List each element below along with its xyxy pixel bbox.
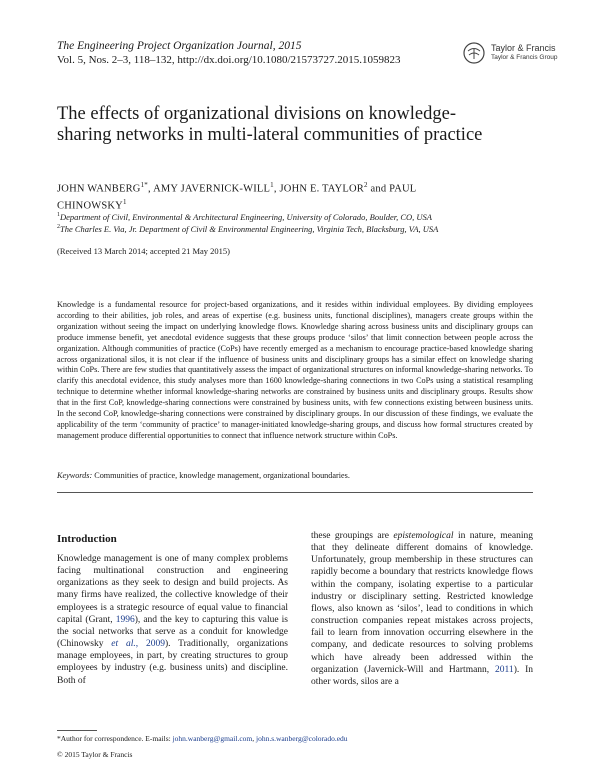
affiliation-1	[57, 212, 517, 222]
citation-link[interactable]: 2011	[495, 664, 514, 675]
body-text-run: ). In other words, silos are a	[311, 664, 533, 687]
correspondence-footnote	[57, 734, 348, 743]
journal-volume-doi[interactable]: Vol. 5, Nos. 2–3, 118–132, http://dx.doi.org/10.1080/21573727.2015.1059823	[57, 54, 401, 66]
article-title: The effects of organizational divisions on knowledge-sharing networks in multi-lateral communities of practice	[57, 104, 483, 145]
body-text-run: epistemological	[393, 531, 454, 541]
body-column-right	[311, 530, 533, 688]
citation-link[interactable]: ,	[135, 639, 146, 650]
section-heading-introduction: Introduction	[57, 533, 117, 545]
footnote-divider	[57, 730, 97, 731]
affiliation-text: Department of Civil, Environmental & Architectural Engineering, University of Colorado, Boulder, CO, USA	[60, 212, 432, 222]
citation-link[interactable]: 1996	[115, 614, 135, 625]
author-name: AMY JAVERNICK-WILL	[153, 183, 271, 195]
author-affiliation-mark: 2	[364, 181, 368, 189]
email-link[interactable]: john.wanberg@gmail.com	[172, 734, 253, 743]
body-text-run: ). Traditionally, organizations manage employees, in part, by creating structures to group employees by industry (e.g. business units) and discipline. Both of	[57, 639, 288, 686]
received-dates: (Received 13 March 2014; accepted 21 May 2015)	[57, 246, 231, 256]
citation-link[interactable]: et al.	[111, 639, 136, 650]
citation-link[interactable]: 2009	[145, 639, 165, 650]
author-separator: ,	[273, 183, 280, 195]
author-affiliation-mark: 1	[270, 181, 274, 189]
affiliation-2	[57, 224, 517, 234]
author-name: PAUL CHINOWSKY	[57, 183, 417, 211]
body-text-run: in nature, meaning that they delineate different domains of knowledge. Unfortunately, group membership in these structures can rapidly become a boundary that restricts knowledge flows within the company, isolating expertise to a particular industry or disciplinary setting. Restricted knowledge flows, also known as ‘silos’, lead to conditions in which construction companies repeat mistakes across projects, fail to learn from innovation occurring elsewhere in the company, and dedicate resources to solving problems which have already been addressed within the organization (Javernick-Will and Hartmann,	[311, 531, 533, 675]
affiliation-mark: 1	[57, 212, 60, 219]
author-separator: ,	[148, 183, 154, 195]
affiliation-mark: 2	[57, 224, 60, 231]
author-name: JOHN WANBERG	[57, 183, 141, 195]
author-list	[57, 179, 477, 212]
abstract: Knowledge is a fundamental resource for project-based organizations, and it resides within individual employees. By dividing employees according to their abilities, job roles, and areas of expertise (e.g. business units, functional disciplines), managers create groups within the organization without seeing the impact on underlying knowledge flows. Knowledge sharing across business units and disciplinary groups can produce immense benefit, yet anecdotal evidence suggests that these groups produce ‘silos’ that limit connection between people across the organization. Although communities of practice (CoPs) have recently emerged as a mechanism to encourage practice-based knowledge sharing across organizational silos, it is not clear if the influence of business units and disciplinary groups has a similar effect on knowledge sharing within CoPs. There are few studies that quantitatively assess the impact of organizational structures on informal knowledge-sharing networks. To clarify this anecdotal evidence, this study analyses more than 1600 knowledge-sharing connections in two CoPs using a statistical resampling technique to determine whether informal knowledge-sharing networks are constrained by business units and disciplinary groups. Results show that in the first CoP, knowledge-sharing connections were constrained by business units, with few connections existing between business units. In the second CoP, knowledge-sharing connections were constrained by disciplinary groups. In our discussion of these findings, we evaluate the applicability of the term ‘community of practice’ to manager-initiated knowledge-sharing groups, and discuss how formal structures created by management produce differential opportunities to connect that influence network structure within CoPs.	[57, 300, 533, 440]
publisher-logo	[463, 41, 600, 71]
keywords-label: Keywords:	[57, 471, 93, 480]
body-text-run: these groupings are	[311, 531, 394, 541]
journal-name: The Engineering Project Organization Journal, 2015	[57, 40, 302, 52]
author-separator: and	[367, 183, 390, 195]
section-divider	[57, 492, 533, 493]
taylor-francis-logo-icon	[463, 42, 485, 64]
body-text-run: ), and the key to capturing this value is the social networks that serve as a conduit for knowledge (Chinowsky	[57, 614, 288, 650]
keywords-text: Communities of practice, knowledge management, organizational boundaries.	[94, 471, 350, 480]
affiliation-text: The Charles E. Via, Jr. Department of Civil & Environmental Engineering, Virginia Tech, Blacksburg, VA, USA	[60, 224, 439, 234]
email-separator: ,	[252, 734, 257, 743]
publisher-name: Taylor & Francis	[491, 43, 556, 53]
footnote-prefix: *Author for correspondence. E-mails:	[57, 734, 173, 743]
author-affiliation-mark: 1	[122, 197, 127, 206]
copyright: © 2015 Taylor & Francis	[57, 750, 133, 759]
body-text-run: Knowledge management is one of many complex problems facing multinational construction and engineering organizations as they seek to design and build projects. As many firms have realized, the collective knowledge of their employees is a strategic resource of equal value to financial capital (Grant,	[57, 554, 288, 625]
author-name: JOHN E. TAYLOR	[279, 183, 365, 195]
keywords	[57, 471, 533, 480]
publisher-group: Taylor & Francis Group	[491, 54, 558, 61]
author-affiliation-mark: 1*	[140, 181, 148, 189]
email-link[interactable]: john.s.wanberg@colorado.edu	[256, 734, 348, 743]
body-column-left	[57, 553, 288, 687]
